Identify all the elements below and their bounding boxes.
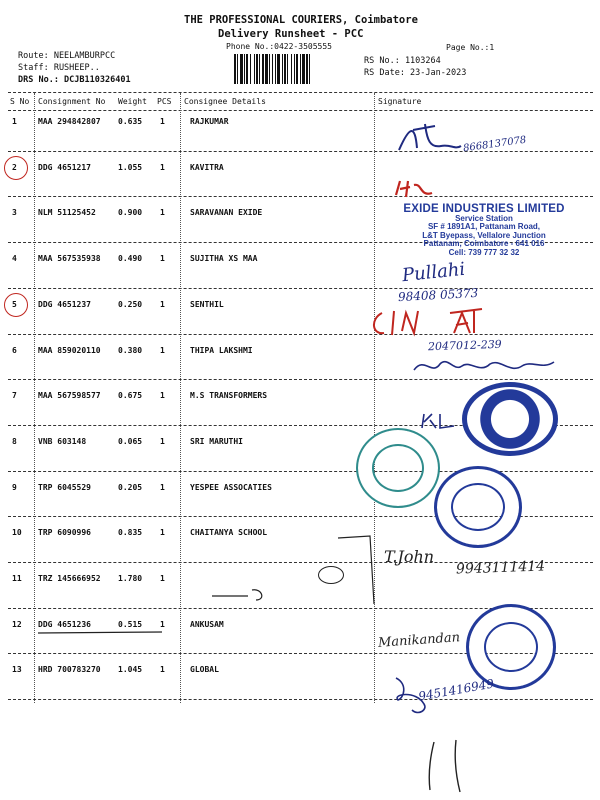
cell-sno: 7 — [12, 391, 17, 401]
barcode-bar — [244, 54, 245, 84]
signature-rajkumar — [395, 120, 465, 156]
cell-pcs: 1 — [160, 162, 165, 172]
cell-consignee: ANKUSAM — [190, 619, 224, 629]
cell-sno: 8 — [12, 436, 17, 446]
cell-pcs: 1 — [160, 574, 165, 583]
col-sep-3 — [374, 93, 375, 703]
cell-sno: 5 — [12, 299, 17, 309]
sri-maruthi-stamp — [356, 428, 440, 508]
cell-sno: 13 — [12, 665, 22, 675]
handwritten-phone: 9451416949 — [417, 676, 495, 704]
row-divider — [8, 196, 593, 197]
cell-weight: 0.490 — [118, 254, 143, 264]
page-number: Page No.:1 — [446, 43, 495, 52]
barcode-bar — [265, 54, 268, 84]
cell-weight: 0.675 — [118, 391, 143, 401]
col-sno: S No — [10, 97, 30, 106]
col-signature: Signature — [378, 97, 422, 106]
phone-number: Phone No.:0422-3505555 — [226, 42, 332, 51]
cell-sno: 10 — [12, 528, 22, 538]
cell-consignee: THIPA LAKSHMI — [190, 345, 253, 355]
cell-sno: 1 — [12, 117, 17, 126]
cell-consignment: DDG 4651236 — [38, 619, 91, 629]
signature-senthil — [370, 305, 510, 341]
barcode-bar — [262, 54, 264, 84]
cell-weight: 1.045 — [118, 665, 143, 675]
barcode-bar — [256, 54, 258, 84]
signature-ms-transformers — [418, 410, 458, 434]
col-weight: Weight — [118, 97, 147, 106]
barcode — [232, 54, 356, 84]
barcode-bar — [272, 54, 273, 84]
cell-consignee: M.S TRANSFORMERS — [190, 391, 268, 401]
drs-number: DRS No.: DCJB110326401 — [18, 75, 131, 85]
col-consignee: Consignee Details — [184, 97, 266, 106]
cell-sno: 12 — [12, 619, 22, 629]
barcode-bar — [291, 54, 292, 84]
cell-weight: 0.900 — [118, 208, 143, 218]
cell-weight: 0.515 — [118, 619, 143, 629]
barcode-bar — [246, 54, 248, 84]
cell-consignment: MAA 567598577 — [38, 391, 101, 401]
cell-weight: 0.380 — [118, 345, 143, 355]
yespee-stamp — [434, 466, 522, 548]
row-divider — [8, 151, 593, 152]
rs-date: RS Date: 23-Jan-2023 — [364, 68, 467, 78]
cell-consignment: DDG 4651237 — [38, 299, 91, 309]
stamp-line: Service Station — [455, 214, 513, 224]
cell-consignment: HRD 700783270 — [38, 665, 101, 675]
cell-pcs: 1 — [160, 528, 165, 538]
staff: Staff: RUSHEEP.. — [18, 63, 100, 73]
barcode-bar — [250, 54, 251, 84]
barcode-bar — [254, 54, 255, 84]
cell-sno: 11 — [12, 574, 22, 583]
cell-consignee: CHAITANYA SCHOOL — [190, 528, 268, 538]
pen-stroke — [36, 630, 166, 636]
cell-weight: 0.205 — [118, 482, 143, 492]
cell-pcs: 1 — [160, 345, 165, 355]
ms-transformers-stamp — [462, 382, 558, 456]
signature-t-john: T.John — [384, 547, 435, 566]
circled-mark — [318, 566, 344, 584]
cell-pcs: 1 — [160, 391, 165, 401]
handwritten-phone: 8668137078 — [462, 134, 528, 155]
cell-consignment: NLM 51125452 — [38, 208, 96, 218]
signature-thipa-lakshmi — [410, 352, 560, 378]
company-title: THE PROFESSIONAL COURIERS, Coimbatore — [184, 14, 418, 26]
cell-weight: 0.635 — [118, 117, 143, 126]
barcode-bar — [287, 54, 288, 84]
cell-pcs: 1 — [160, 117, 165, 126]
rs-number: RS No.: 1103264 — [364, 56, 441, 66]
barcode-bar — [275, 54, 276, 84]
cell-consignee: SENTHIL — [190, 299, 224, 309]
barcode-bar — [282, 54, 283, 84]
route: Route: NEELAMBURPCC — [18, 51, 116, 61]
cell-weight: 1.780 — [118, 574, 143, 583]
cell-pcs: 1 — [160, 254, 165, 264]
cell-consignment: TRP 6045529 — [38, 482, 91, 492]
cell-weight: 0.065 — [118, 436, 143, 446]
cell-sno: 2 — [12, 162, 17, 172]
ankusam-stamp — [466, 604, 556, 690]
barcode-bar — [294, 54, 295, 84]
cell-pcs: 1 — [160, 482, 165, 492]
barcode-bar — [306, 54, 308, 84]
cell-weight: 0.250 — [118, 299, 143, 309]
cell-consignment: MAA 859020110 — [38, 345, 101, 355]
cell-sno: 3 — [12, 208, 17, 218]
barcode-bar — [309, 54, 310, 84]
cell-consignment: VNB 603148 — [38, 436, 87, 446]
cell-consignee: GLOBAL — [190, 665, 219, 675]
barcode-bar — [237, 54, 238, 84]
cell-consignee: SARAVANAN EXIDE — [190, 208, 263, 218]
cell-consignee: KAVITRA — [190, 162, 224, 172]
pen-stroke — [210, 588, 270, 602]
cell-consignee: YESPEE ASSOCATIES — [190, 482, 272, 492]
barcode-bar — [300, 54, 301, 84]
row-divider — [8, 379, 593, 380]
cell-pcs: 1 — [160, 619, 165, 629]
stamp-line: SF # 1891A1, Pattanam Road, — [427, 222, 541, 232]
barcode-bar — [296, 54, 298, 84]
col-consignment: Consignment No — [38, 97, 106, 106]
row-divider — [8, 699, 593, 700]
cell-weight: 1.055 — [118, 162, 143, 172]
exide-stamp — [374, 203, 594, 257]
stamp-company-name: EXIDE INDUSTRIES LIMITED — [403, 203, 565, 215]
row-divider — [8, 288, 593, 289]
red-circle-marker — [4, 156, 28, 180]
pen-stroke — [420, 738, 480, 794]
cell-consignee: SUJITHA XS MAA — [190, 254, 258, 264]
signature-pullahi: Pullahi — [401, 258, 467, 287]
col-sep-2 — [180, 93, 181, 703]
cell-pcs: 1 — [160, 436, 165, 446]
barcode-bar — [240, 54, 243, 84]
header-rule-top — [8, 92, 593, 93]
barcode-bar — [284, 54, 286, 84]
cell-consignment: MAA 294842807 — [38, 117, 101, 126]
cell-weight: 0.835 — [118, 528, 143, 538]
col-pcs: PCS — [157, 97, 172, 106]
cell-consignment: DDG 4651217 — [38, 162, 91, 172]
header-rule-bottom — [8, 110, 593, 111]
row-divider — [8, 471, 593, 472]
cell-sno: 6 — [12, 345, 17, 355]
cell-consignee: RAJKUMAR — [190, 117, 229, 126]
signature-manikandan: Manikandan — [377, 630, 461, 651]
signature-kavitra — [392, 175, 442, 201]
cell-pcs: 1 — [160, 208, 165, 218]
barcode-bar — [302, 54, 305, 84]
cell-consignment: TRP 6090996 — [38, 528, 91, 538]
cell-sno: 9 — [12, 482, 17, 492]
handwritten-note: 2047012-239 — [427, 337, 502, 354]
cell-consignee: SRI MARUTHI — [190, 436, 243, 446]
stamp-line: Cell: 739 777 32 32 — [448, 247, 520, 257]
runsheet-subtitle: Delivery Runsheet - PCC — [218, 28, 364, 40]
stamp-line: L&T Byepass, Vellalore Junction — [422, 230, 546, 240]
cell-sno: 4 — [12, 254, 17, 264]
cell-pcs: 1 — [160, 299, 165, 309]
cell-consignment: MAA 567535938 — [38, 254, 101, 264]
barcode-bar — [234, 54, 236, 84]
handwritten-phone: 9943111414 — [455, 558, 546, 578]
col-sep-1 — [34, 93, 35, 703]
barcode-bar — [277, 54, 280, 84]
barcode-bar — [259, 54, 260, 84]
stamp-line: Pattanam, Coimbatore - 641 016 — [423, 239, 545, 249]
cell-pcs: 1 — [160, 665, 165, 675]
barcode-bar — [269, 54, 270, 84]
red-circle-marker — [4, 293, 28, 317]
cell-consignment: TRZ 145666952 — [38, 574, 101, 583]
handwritten-phone: 98408 05373 — [397, 285, 479, 305]
